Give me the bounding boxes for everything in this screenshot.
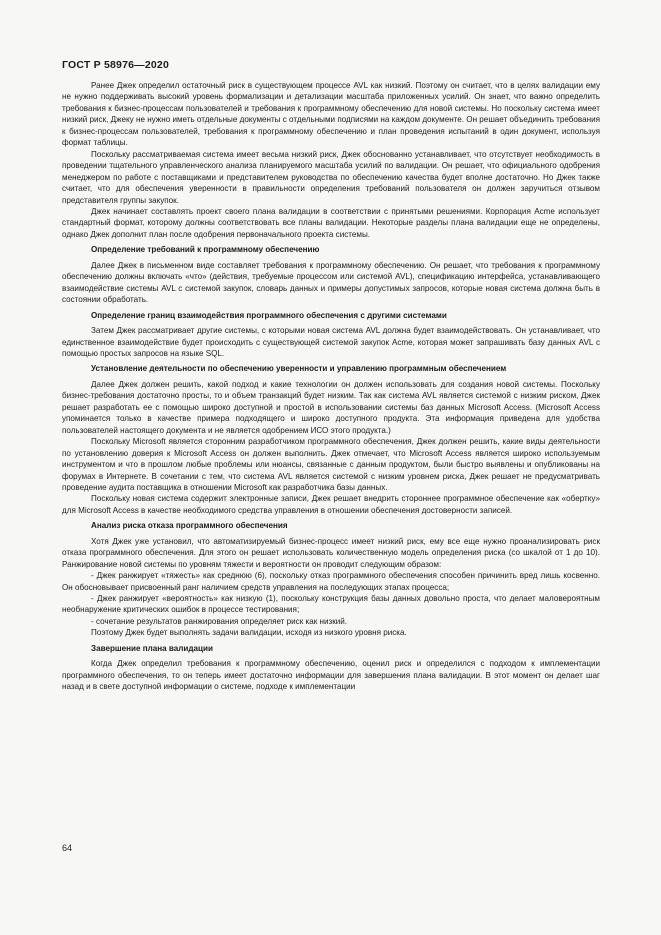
paragraph: - сочетание результатов ранжирования определяет риск как низкий. bbox=[91, 616, 348, 626]
section-heading: Установление деятельности по обеспечению уверенности и управлению программным обеспечением bbox=[91, 364, 507, 374]
paragraph: - Джек ранжирует «тяжесть» как среднюю (6), поскольку отказ программного обеспечения способен причинить вред лишь косвенно. Он обосновывает присвоенный ранг наличием средств управления на последующих этапах процесса; bbox=[62, 571, 600, 592]
document-body bbox=[62, 80, 600, 693]
paragraph: Поскольку новая система содержит электронные записи, Джек решает внедрить стороннее программное обеспечение как «обертку» для Microsoft Access в качестве необходимого средства управления в отношении обеспечения достоверности записей. bbox=[62, 494, 600, 515]
paragraph: Хотя Джек уже установил, что автоматизируемый бизнес-процесс имеет низкий риск, ему все еще нужно проанализировать риск отказа программного обеспечения. Для этого он решает использовать количественную модель определения риска (со шкалой от 1 до 10). Ранжирование новой системы по уровням тяжести и вероятности он проводит следующим образом: bbox=[62, 536, 600, 569]
paragraph: Ранее Джек определил остаточный риск в существующем процессе AVL как низкий. Поэтому он считает, что в целях валидации ему не нужно поддерживать высокий уровень формализации и детализации масштаба приложенных усилий. Он знает, что важно определить требования к бизнес-процессам пользователей и требования к программному обеспечению для новой системы. Но поскольку система имеет низкий риск, Джеку не нужно иметь отдельные документы с отдельными подписями на каждом документе. Он решает объединить требования к бизнес-процессам пользователей, требования к программному обеспечению и план проведения испытаний в один документ, используя формат таблицы. bbox=[62, 81, 600, 148]
page-number: 64 bbox=[62, 843, 73, 853]
paragraph: - Джек ранжирует «вероятность» как низкую (1), поскольку конструкция базы данных довольно проста, что делает маловероятным необнаружение критических ошибок в процессе тестирования; bbox=[62, 594, 600, 615]
section-heading: Завершение плана валидации bbox=[91, 643, 213, 653]
paragraph: Когда Джек определил требования к программному обеспечению, оценил риск и определился с подходом к имплементации программного обеспечения, то он теперь имеет достаточно информации для завершения плана валидации. В этот момент он делает шаг назад и в свете доступной информации о системе, подходе к имплементации bbox=[62, 659, 600, 692]
paragraph: Далее Джек должен решить, какой подход и какие технологии он должен использовать для создания новой системы. Поскольку бизнес-требования достаточно просты, то и объем транзакций будет низким. Так как система AVL является системой с низким риском, Джек решает разработать ее с помощью широко доступной и простой в использовании системы баз данных Microsoft Access. (Microsoft Access упоминается только в качестве примера подходящего и широко доступного продукта. Эта информация приведена для удобства пользователей настоящего документа и не является одобрением ИСО этого продукта.) bbox=[62, 379, 600, 435]
paragraph: Поскольку Microsoft является сторонним разработчиком программного обеспечения, Джек должен решить, какие виды деятельности по установлению доверия к Microsoft Access он должен выполнить. Джек отмечает, что Microsoft Access является широко используемым инструментом и что в прошлом любые проблемы или нюансы, связанные с данным продуктом, были быстро выявлены и опубликованы на форумах в Интернете. В сочетании с тем, что система AVL является системой с низким уровнем риска, Джек решает не предусматривать проведение аудита поставщика в отношении Microsoft как разработчика базы данных. bbox=[62, 437, 600, 492]
paragraph: Поэтому Джек будет выполнять задачи валидации, исходя из низкого уровня риска. bbox=[91, 628, 407, 638]
paragraph: Джек начинает составлять проект своего плана валидации в соответствии с принятыми решениями. Корпорация Acme использует стандартный формат, которому должны соответствовать все планы валидации. Некоторые разделы плана валидации еще не определены, однако Джек дополнит план после одобрения первоначального проекта системы. bbox=[62, 206, 600, 239]
paragraph: Далее Джек в письменном виде составляет требования к программному обеспечению. Он решает, что требования к программному обеспечению должны включать «что» (действия, требуемые процессом или системой AVL), спецификацию интерфейса, устанавливающего взаимодействие системы AVL с системой закупок, словарь данных и примеры допустимых запросов, которые новая система должна быть в состоянии обработать. bbox=[62, 260, 600, 305]
document-header: ГОСТ Р 58976—2020 bbox=[62, 59, 170, 71]
paragraph: Затем Джек рассматривает другие системы, с которыми новая система AVL должна будет взаимодействовать. Он устанавливает, что единственное взаимодействие будет происходить с существующей системой закупок Acme, которая может запрашивать базу данных AVL с помощью простых запросов на языке SQL. bbox=[62, 326, 600, 358]
section-heading: Анализ риска отказа программного обеспечения bbox=[91, 521, 288, 531]
section-heading: Определение границ взаимодействия программного обеспечения с другими системами bbox=[91, 310, 447, 320]
paragraph: Поскольку рассматриваемая система имеет весьма низкий риск, Джек обоснованно устанавливает, что отсутствует необходимость в проведении тщательного управленческого анализа планируемого масштаба усилий по валидации. Он решает, что официального одобрения менеджером по работе с поставщиками и представителем руководства по обеспечению качества будет вполне достаточно. Но Джек также считает, что для обеспечения уверенности в правильности определения требований пользователя он должен заручиться отзывом представителя группы закупок. bbox=[62, 149, 600, 205]
section-heading: Определение требований к программному обеспечению bbox=[91, 245, 320, 255]
